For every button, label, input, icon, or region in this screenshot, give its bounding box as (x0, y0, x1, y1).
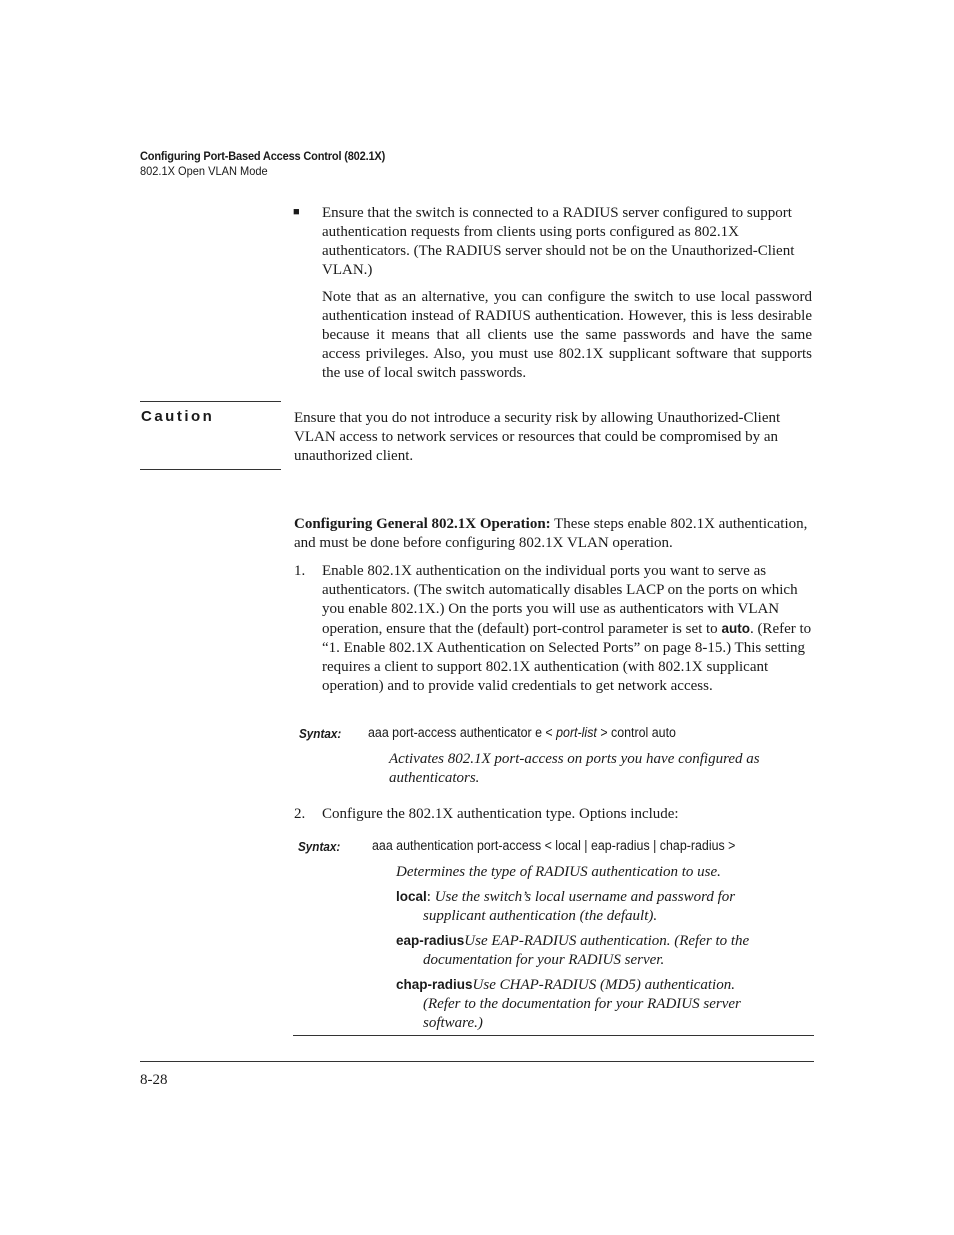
chapter-title: Configuring Port-Based Access Control (802.1X) (140, 149, 386, 163)
bullet-marker: ■ (293, 206, 300, 218)
option-chap-radius-keyword: chap-radius (396, 977, 473, 992)
syntax-2-label: Syntax: (298, 839, 341, 854)
general-operation-heading: Configuring General 802.1X Operation: (294, 516, 551, 532)
option-eap-radius-line2: documentation for your RADIUS server. (423, 952, 665, 968)
step-2-text: Configure the 802.1X authentication type. Options include: (322, 806, 679, 822)
option-chap-radius-line2: (Refer to the documentation for your RADIUS server software.) (423, 996, 741, 1031)
section-title: 802.1X Open VLAN Mode (140, 164, 268, 178)
bullet-paragraph: Ensure that the switch is connected to a RADIUS server configured to support authentication requests from clients using ports configured as 802.1X authenticators. (The RADIUS server should not be on the Unauthorized-Client VLAN.) (322, 205, 795, 278)
step-1-number: 1. (294, 563, 306, 579)
general-operation-paragraph (294, 515, 816, 553)
step-1-text-a: Enable 802.1X authentication on the individual ports you want to serve as authenticators. (The switch automatically disables LACP on the ports on which you enable 802.1X.) On the ports you will use as authenticators with VLAN operation, ensure that the (default) port-control parameter is set to (322, 563, 798, 637)
syntax-1-cmd-a: aaa port-access authenticator e < (368, 725, 557, 740)
option-eap-radius-keyword: eap-radius (396, 933, 465, 948)
syntax-2-description: Determines the type of RADIUS authentication to use. (396, 864, 721, 880)
bullet-note-paragraph: Note that as an alternative, you can configure the switch to use local password authentication instead of RADIUS authentication. However, this is less desirable because it means that all clients use the same passwords and have the same access privileges. Also, you must use 802.1X supplicant software that supports the use of local switch passwords. (322, 289, 812, 381)
option-local-keyword: local (396, 889, 427, 904)
option-local-sep: : (426, 889, 435, 905)
page-number: 8-28 (140, 1072, 168, 1088)
step-1-keyword: auto (721, 621, 750, 636)
step-1-text (322, 562, 814, 696)
syntax-1-cmd-b: > control auto (596, 725, 676, 740)
option-local-line2: supplicant authentication (the default). (423, 908, 658, 924)
syntax-2-command: aaa authentication port-access < local | eap-radius | chap-radius > (372, 838, 736, 853)
option-local-line1: Use the switch’s local username and password for (434, 889, 736, 905)
syntax-1-description: Activates 802.1X port-access on ports you have configured as authenticators. (389, 751, 760, 786)
option-local (396, 887, 796, 926)
section-end-rule (293, 1035, 814, 1036)
caution-label: Caution (141, 408, 215, 425)
footer-rule (140, 1061, 814, 1062)
general-operation-text: These steps enable 802.1X authentication, and must be done before configuring 802.1X VLAN operation. (294, 516, 808, 551)
step-2-number: 2. (294, 806, 306, 822)
syntax-1-cmd-param: port-list (556, 725, 597, 740)
syntax-1-command (368, 725, 676, 740)
step-1-text-b: . (Refer to “1. Enable 802.1X Authentication on Selected Ports” on page 8-15.) This setting requires a client to support 802.1X authentication (with 802.1X supplicant operation) and to provide valid credentials to get network access. (322, 621, 812, 694)
option-chap-radius-line1: Use CHAP-RADIUS (MD5) authentication. (472, 977, 735, 993)
syntax-1-label: Syntax: (299, 726, 342, 741)
caution-top-rule (140, 401, 281, 402)
option-chap-radius (396, 975, 796, 1033)
caution-text: Ensure that you do not introduce a security risk by allowing Unauthorized-Client VLAN access to network services or resources that could be compromised by an unauthorized client. (294, 410, 781, 464)
option-eap-radius (396, 931, 796, 970)
option-eap-radius-line1: Use EAP-RADIUS authentication. (Refer to the (464, 933, 750, 949)
caution-bottom-rule (140, 469, 281, 470)
